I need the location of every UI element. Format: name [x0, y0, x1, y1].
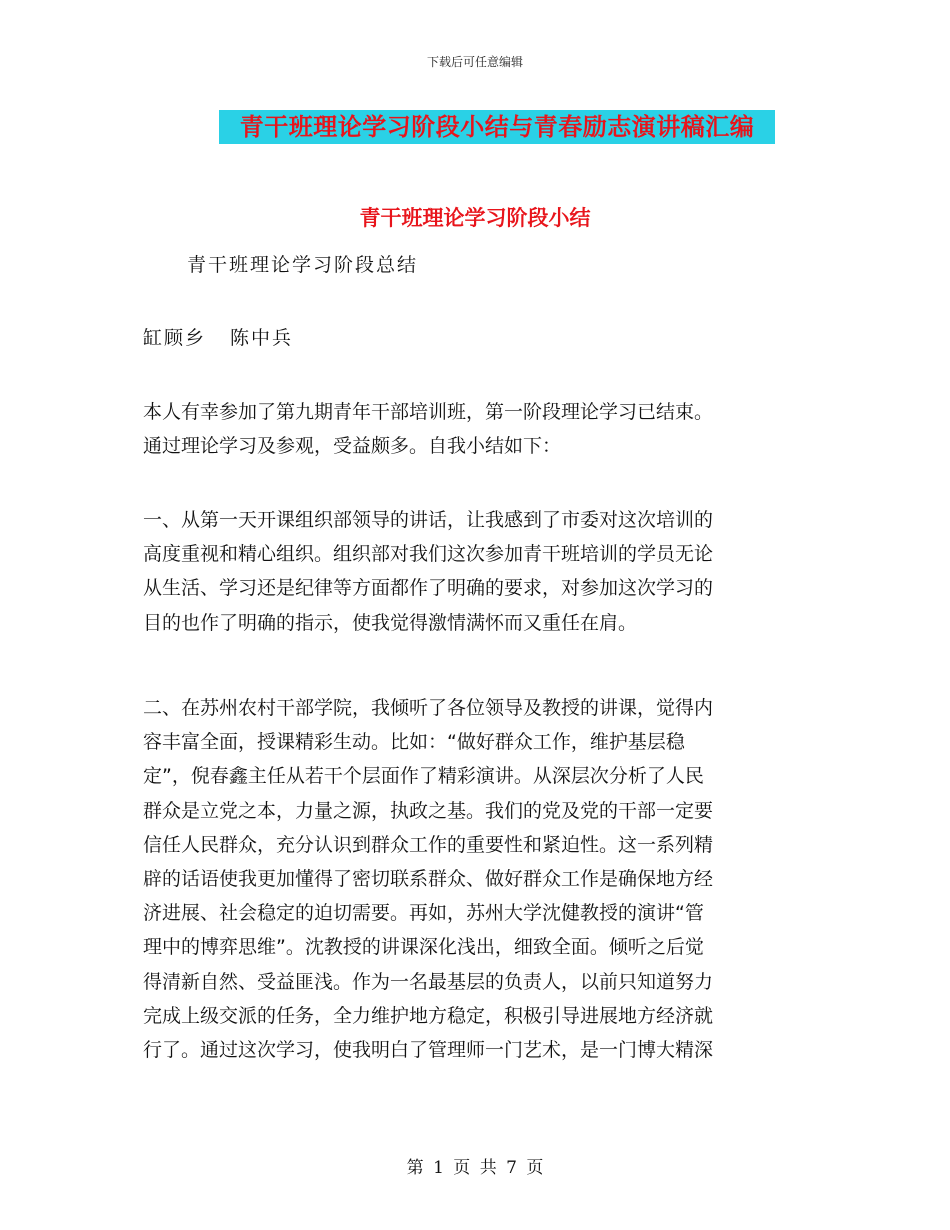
paragraph-line: 群众是立党之本，力量之源，执政之基。我们的党及党的干部一定要	[143, 799, 714, 822]
paragraph-line: 理中的博弈思维”。沈教授的讲课深化浅出，细致全面。倾听之后觉	[143, 936, 704, 959]
paragraph-line: 一、从第一天开课组织部领导的讲话，让我感到了市委对这次培训的	[143, 509, 714, 531]
subtitle: 青干班理论学习阶段总结	[187, 254, 419, 276]
paragraph-line: 通过理论学习及参观，受益颇多。自我小结如下：	[143, 435, 562, 458]
paragraph-line: 辟的话语使我更加懂得了密切联系群众、做好群众工作是确保地方经	[143, 868, 714, 891]
author-place: 缸顾乡	[143, 327, 207, 349]
paragraph-line: 容丰富全面，授课精彩生动。比如：“做好群众工作，维护基层稳	[143, 731, 685, 754]
paragraph-line: 本人有幸参加了第九期青年干部培训班，第一阶段理论学习已结束。	[143, 401, 714, 423]
paragraph-line: 信任人民群众，充分认识到群众工作的重要性和紧迫性。这一系列精	[143, 833, 714, 856]
paragraph-line: 得清新自然、受益匪浅。作为一名最基层的负责人，以前只知道努力	[143, 970, 714, 993]
paragraph-line: 从生活、学习还是纪律等方面都作了明确的要求，对参加这次学习的	[143, 577, 714, 600]
paragraph-2	[143, 503, 798, 640]
header-note: 下载后可任意编辑	[426, 55, 523, 69]
paragraph-line: 济进展、社会稳定的迫切需要。再如，苏州大学沈健教授的演讲“管	[143, 902, 704, 925]
author-line	[143, 321, 798, 355]
paragraph-line: 行了。通过这次学习，使我明白了管理师一门艺术，是一门博大精深	[143, 1039, 714, 1062]
paragraph-line: 定”，倪春鑫主任从若干个层面作了精彩演讲。从深层次分析了人民	[143, 765, 704, 788]
paragraph-1	[143, 395, 798, 463]
author-name: 陈中兵	[230, 327, 294, 349]
page-footer: 第 1 页 共 7 页	[406, 1158, 544, 1178]
paragraph-line: 高度重视和精心组织。组织部对我们这次参加青干班培训的学员无论	[143, 543, 714, 566]
paragraph-line: 二、在苏州农村干部学院，我倾听了各位领导及教授的讲课，觉得内	[143, 697, 714, 719]
document-title: 青干班理论学习阶段小结与青春励志演讲稿汇编	[239, 112, 755, 141]
document-title-highlight	[219, 110, 775, 144]
paragraph-3	[143, 691, 798, 1067]
section-title: 青干班理论学习阶段小结	[359, 205, 591, 230]
paragraph-line: 目的也作了明确的指示，使我觉得激情满怀而又重任在肩。	[143, 611, 638, 634]
paragraph-line: 完成上级交派的任务，全力维护地方稳定，积极引导进展地方经济就	[143, 1004, 714, 1027]
